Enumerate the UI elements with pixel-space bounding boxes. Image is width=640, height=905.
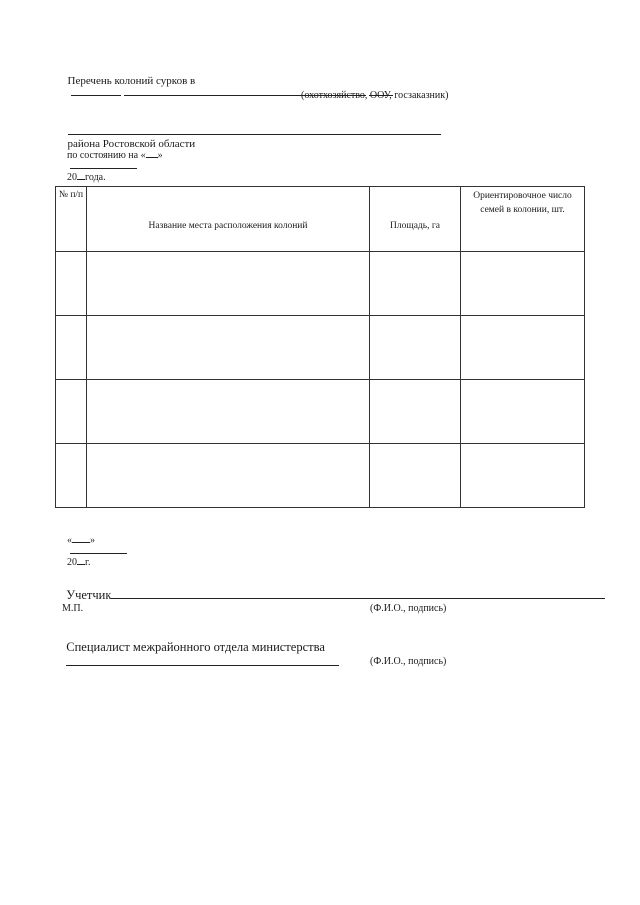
table-header-row bbox=[56, 187, 585, 252]
district-suffix: района Ростовской области bbox=[67, 138, 196, 150]
table-cell[interactable] bbox=[461, 380, 585, 444]
column-header-location: Название места расположения колоний bbox=[87, 187, 370, 252]
table-cell[interactable] bbox=[461, 252, 585, 316]
title-prefix: Перечень колоний сурков в bbox=[67, 75, 196, 87]
stamp-label: М.П. bbox=[62, 603, 84, 614]
footer-day-blank[interactable] bbox=[72, 542, 90, 543]
column-header-area: Площадь, га bbox=[370, 187, 461, 252]
table-cell[interactable] bbox=[56, 316, 87, 380]
footer-year-prefix: 20 bbox=[67, 557, 77, 568]
table-cell[interactable] bbox=[56, 252, 87, 316]
table-cell[interactable] bbox=[370, 316, 461, 380]
org-name-blank-1[interactable] bbox=[71, 95, 121, 96]
footer-date-open: « bbox=[67, 535, 72, 546]
org-caption: (охотхозяйство, ООУ, госзаказник) bbox=[301, 90, 449, 101]
recorder-line bbox=[60, 573, 605, 603]
table-cell[interactable] bbox=[370, 380, 461, 444]
table-row bbox=[56, 444, 585, 508]
date-month-blank[interactable] bbox=[70, 168, 137, 169]
table-cell[interactable] bbox=[87, 252, 370, 316]
table-cell[interactable] bbox=[370, 444, 461, 508]
table-row bbox=[56, 316, 585, 380]
table-cell[interactable] bbox=[87, 380, 370, 444]
table-cell[interactable] bbox=[461, 316, 585, 380]
table-cell[interactable] bbox=[370, 252, 461, 316]
date-year-blank[interactable] bbox=[77, 179, 85, 180]
date-line bbox=[62, 139, 163, 183]
district-blank[interactable] bbox=[68, 134, 441, 135]
footer-year-blank[interactable] bbox=[77, 564, 85, 565]
table-cell[interactable] bbox=[56, 444, 87, 508]
colonies-table bbox=[55, 186, 585, 508]
date-day-blank[interactable] bbox=[146, 157, 158, 158]
table-cell[interactable] bbox=[87, 444, 370, 508]
date-year-prefix: 20 bbox=[67, 172, 77, 183]
date-suffix: года. bbox=[85, 172, 106, 183]
date-prefix: по состоянию на « bbox=[67, 150, 146, 161]
specialist-label: Специалист межрайонного отдела министерства bbox=[66, 640, 325, 654]
column-header-families: Ориентировочное число семей в колонии, шт. bbox=[461, 187, 585, 252]
column-header-number: № п/п bbox=[56, 187, 87, 252]
specialist-line bbox=[60, 625, 339, 670]
table-row bbox=[56, 252, 585, 316]
table-cell[interactable] bbox=[56, 380, 87, 444]
footer-date-suffix: г. bbox=[85, 557, 91, 568]
date-quote-close: » bbox=[157, 150, 163, 161]
fio-caption-specialist: (Ф.И.О., подпись) bbox=[370, 656, 447, 667]
footer-month-blank[interactable] bbox=[70, 553, 127, 554]
table-cell[interactable] bbox=[461, 444, 585, 508]
table-row bbox=[56, 380, 585, 444]
recorder-label: Учетчик bbox=[66, 588, 112, 602]
footer-date-close: » bbox=[90, 535, 95, 546]
specialist-signature-blank[interactable] bbox=[66, 665, 339, 666]
table-cell[interactable] bbox=[87, 316, 370, 380]
recorder-signature-blank[interactable] bbox=[111, 598, 605, 599]
footer-date-line bbox=[62, 524, 127, 568]
fio-caption-recorder: (Ф.И.О., подпись) bbox=[370, 603, 447, 614]
